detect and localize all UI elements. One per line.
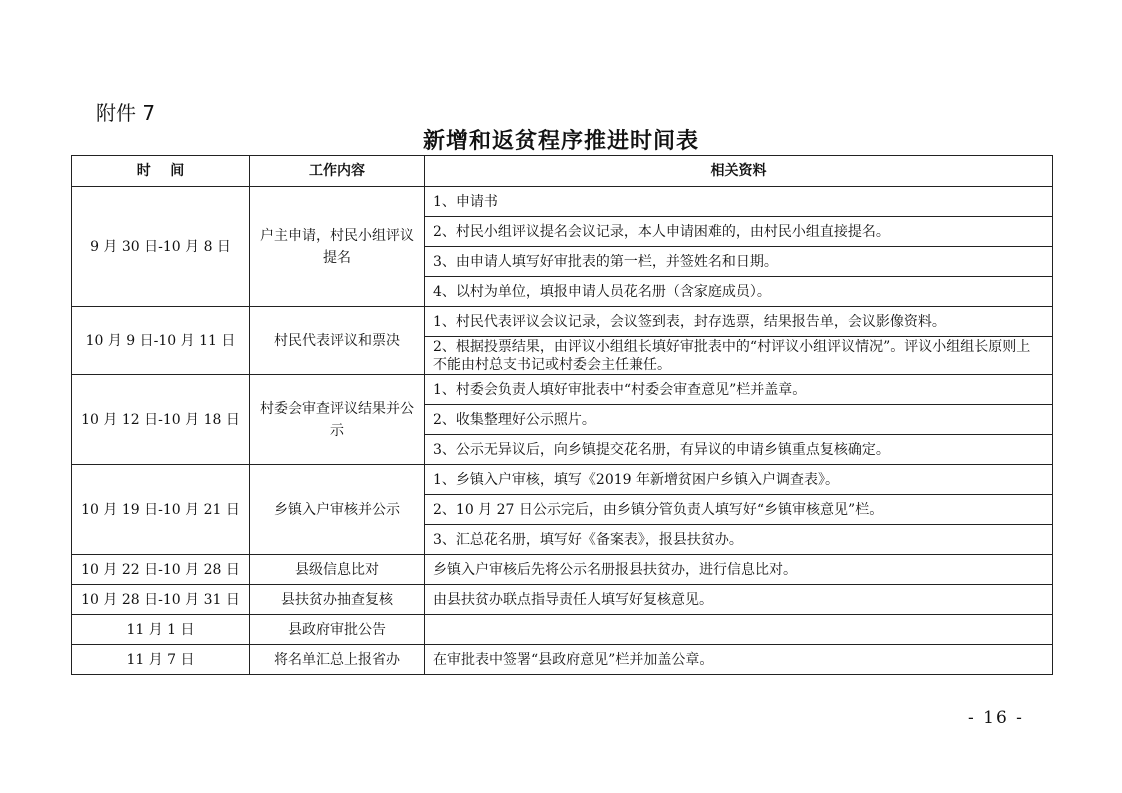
- time-cell: 10 月 9 日-10 月 11 日: [72, 307, 250, 375]
- table-row: [72, 307, 1053, 337]
- table-header-row: [72, 156, 1053, 187]
- page-number: - 16 -: [968, 708, 1024, 728]
- time-cell: 10 月 12 日-10 月 18 日: [72, 375, 250, 465]
- work-cell: 县级信息比对: [250, 555, 425, 585]
- docs-cell: 1、乡镇入户审核，填写《2019 年新增贫困户乡镇入户调查表》。: [425, 465, 1053, 495]
- docs-cell: 乡镇入户审核后先将公示名册报县扶贫办，进行信息比对。: [425, 555, 1053, 585]
- time-cell: 10 月 19 日-10 月 21 日: [72, 465, 250, 555]
- docs-cell: 3、公示无异议后，向乡镇提交花名册，有异议的申请乡镇重点复核确定。: [425, 435, 1053, 465]
- header-time: 时 间: [72, 156, 250, 187]
- work-cell: 村民代表评议和票决: [250, 307, 425, 375]
- docs-cell: 1、申请书: [425, 187, 1053, 217]
- schedule-table: [71, 155, 1053, 675]
- table-row: [72, 555, 1053, 585]
- docs-cell: 2、收集整理好公示照片。: [425, 405, 1053, 435]
- docs-cell: 3、由申请人填写好审批表的第一栏，并签姓名和日期。: [425, 247, 1053, 277]
- work-cell: 户主申请，村民小组评议提名: [250, 187, 425, 307]
- docs-cell: 4、以村为单位，填报申请人员花名册（含家庭成员）。: [425, 277, 1053, 307]
- time-cell: 11 月 1 日: [72, 615, 250, 645]
- docs-cell: 1、村民代表评议会议记录，会议签到表，封存选票，结果报告单，会议影像资料。: [425, 307, 1053, 337]
- header-docs: 相关资料: [425, 156, 1053, 187]
- docs-cell: 在审批表中签署“县政府意见”栏并加盖公章。: [425, 645, 1053, 675]
- attachment-label: 附件 7: [96, 101, 156, 125]
- table-row: [72, 465, 1053, 495]
- time-cell: 9 月 30 日-10 月 8 日: [72, 187, 250, 307]
- time-cell: 10 月 22 日-10 月 28 日: [72, 555, 250, 585]
- table-row: [72, 645, 1053, 675]
- docs-cell: 1、村委会负责人填好审批表中“村委会审查意见”栏并盖章。: [425, 375, 1053, 405]
- table-row: [72, 375, 1053, 405]
- work-cell: 乡镇入户审核并公示: [250, 465, 425, 555]
- docs-cell: 由县扶贫办联点指导责任人填写好复核意见。: [425, 585, 1053, 615]
- time-cell: 10 月 28 日-10 月 31 日: [72, 585, 250, 615]
- work-cell: 县政府审批公告: [250, 615, 425, 645]
- header-work: 工作内容: [250, 156, 425, 187]
- table-row: [72, 585, 1053, 615]
- time-cell: 11 月 7 日: [72, 645, 250, 675]
- table-row: [72, 615, 1053, 645]
- docs-cell: [425, 615, 1053, 645]
- work-cell: 村委会审查评议结果并公示: [250, 375, 425, 465]
- docs-cell: 2、村民小组评议提名会议记录，本人申请困难的，由村民小组直接提名。: [425, 217, 1053, 247]
- docs-cell: 2、根据投票结果，由评议小组组长填好审批表中的“村评议小组评议情况”。评议小组组长原则上不能由村总支书记或村委会主任兼任。: [425, 337, 1053, 375]
- document-title: 新增和返贫程序推进时间表: [422, 128, 699, 154]
- work-cell: 将名单汇总上报省办: [250, 645, 425, 675]
- table-row: [72, 187, 1053, 217]
- docs-cell: 3、汇总花名册，填写好《备案表》，报县扶贫办。: [425, 525, 1053, 555]
- work-cell: 县扶贫办抽查复核: [250, 585, 425, 615]
- docs-cell: 2、10 月 27 日公示完后，由乡镇分管负责人填写好“乡镇审核意见”栏。: [425, 495, 1053, 525]
